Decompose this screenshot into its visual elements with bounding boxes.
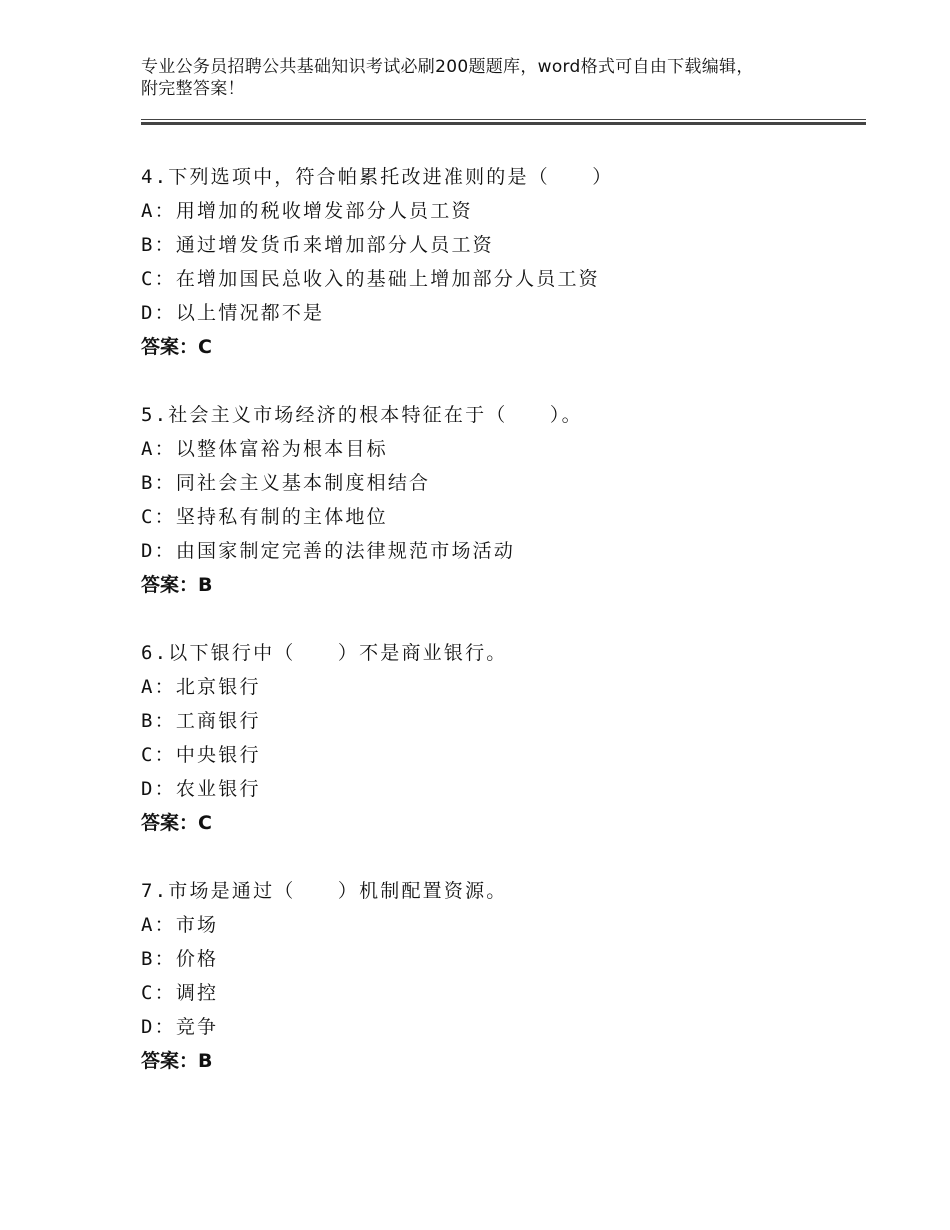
answer-line: 答案：C: [141, 336, 212, 358]
option-d: D：以上情况都不是: [141, 302, 325, 324]
option-a: A：北京银行: [141, 676, 261, 698]
option-b: B：通过增发货币来增加部分人员工资: [141, 234, 494, 256]
question-stem: 6.以下银行中（ ）不是商业银行。: [141, 642, 508, 664]
answer-line: 答案：C: [141, 812, 212, 834]
option-a: A：用增加的税收增发部分人员工资: [141, 200, 473, 222]
option-d: D：由国家制定完善的法律规范市场活动: [141, 540, 516, 562]
option-c: C：调控: [141, 982, 219, 1004]
header-divider-thick: [141, 122, 866, 125]
question-stem: 4.下列选项中，符合帕累托改进准则的是（ ）: [141, 166, 614, 188]
option-d: D：农业银行: [141, 778, 261, 800]
header-divider-thin: [141, 119, 866, 120]
question-4: [141, 164, 861, 368]
question-5: [141, 402, 861, 606]
option-b: B：同社会主义基本制度相结合: [141, 472, 431, 494]
question-list: [141, 164, 861, 1116]
option-c: C：坚持私有制的主体地位: [141, 506, 388, 528]
option-a: A：以整体富裕为根本目标: [141, 438, 388, 460]
option-b: B：工商银行: [141, 710, 261, 732]
header-line-1: 专业公务员招聘公共基础知识考试必刷200题题库，word格式可自由下载编辑，: [141, 57, 754, 77]
option-d: D：竞争: [141, 1016, 219, 1038]
option-a: A：市场: [141, 914, 219, 936]
option-c: C：中央银行: [141, 744, 261, 766]
document-header: [141, 56, 841, 100]
option-b: B：价格: [141, 948, 219, 970]
option-c: C：在增加国民总收入的基础上增加部分人员工资: [141, 268, 600, 290]
answer-line: 答案：B: [141, 1050, 213, 1072]
header-line-2: 附完整答案！: [141, 79, 245, 99]
question-7: [141, 878, 861, 1082]
question-stem: 7.市场是通过（ ）机制配置资源。: [141, 880, 508, 902]
question-6: [141, 640, 861, 844]
answer-line: 答案：B: [141, 574, 213, 596]
question-stem: 5.社会主义市场经济的根本特征在于（ ）。: [141, 404, 583, 426]
